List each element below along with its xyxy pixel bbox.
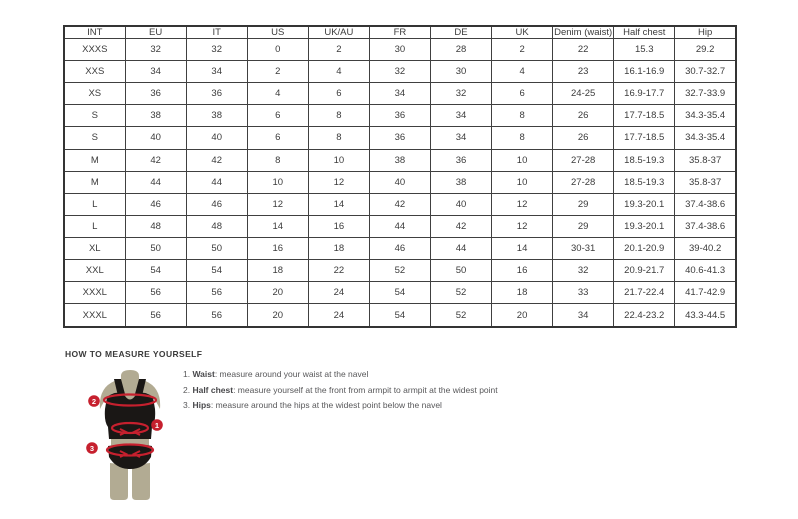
table-cell: 38 [430,171,491,193]
table-cell: 29 [553,193,614,215]
column-header: Denim (waist) [554,27,613,38]
table-cell: 21.7-22.4 [614,282,675,304]
table-cell: XXXL [64,304,125,327]
table-cell: 30 [430,61,491,83]
table-cell: 32.7-33.9 [675,83,736,105]
table-cell: 18.5-19.3 [614,149,675,171]
table-cell: 37.4-38.6 [675,193,736,215]
table-cell: 18 [247,260,308,282]
table-cell: 23 [553,61,614,83]
table-cell: 24 [308,304,369,327]
table-cell: 52 [430,282,491,304]
table-cell: 15.3 [614,39,675,61]
table-cell: 54 [369,282,430,304]
table-cell: 18 [492,282,553,304]
table-cell: 8 [308,127,369,149]
table-row [64,83,736,105]
table-cell: 35.8-37 [675,149,736,171]
table-cell: 32 [186,39,247,61]
table-cell: 41.7-42.9 [675,282,736,304]
table-cell: 20.1-20.9 [614,237,675,259]
table-cell: 14 [247,215,308,237]
table-cell: 44 [186,171,247,193]
measurement-figure [73,369,193,505]
table-cell: 6 [492,83,553,105]
table-cell: 48 [186,215,247,237]
table-cell: 26 [553,105,614,127]
table-row [64,39,736,61]
measure-section-heading: HOW TO MEASURE YOURSELF [65,349,203,359]
table-cell: 30-31 [553,237,614,259]
table-cell: 50 [186,237,247,259]
waist-badge-number: 1 [154,420,160,430]
table-cell: 40 [369,171,430,193]
table-cell: 36 [369,105,430,127]
table-cell: 34 [553,304,614,327]
table-row [64,127,736,149]
column-header: DE [430,26,491,39]
column-header: IT [186,26,247,39]
table-cell: 56 [125,282,186,304]
table-cell: XXS [64,61,125,83]
table-cell: 42 [369,193,430,215]
table-cell: 34.3-35.4 [675,127,736,149]
table-cell: 2 [308,39,369,61]
table-cell: 16.9-17.7 [614,83,675,105]
table-cell: L [64,215,125,237]
table-cell: 46 [186,193,247,215]
table-row [64,171,736,193]
table-cell: 40.6-41.3 [675,260,736,282]
table-cell: 26 [553,127,614,149]
table-cell: 28 [430,39,491,61]
table-cell: 22 [308,260,369,282]
table-cell: 22 [553,39,614,61]
table-cell: 32 [125,39,186,61]
table-cell: M [64,149,125,171]
table-cell: 16.1-16.9 [614,61,675,83]
table-cell: 10 [492,149,553,171]
table-cell: XXL [64,260,125,282]
table-cell: 56 [186,282,247,304]
table-row [64,149,736,171]
table-cell: 10 [492,171,553,193]
table-cell: 24-25 [553,83,614,105]
table-cell: 34.3-35.4 [675,105,736,127]
table-row [64,215,736,237]
table-cell: XS [64,83,125,105]
table-cell: 32 [430,83,491,105]
table-cell: 39-40.2 [675,237,736,259]
table-cell: 19.3-20.1 [614,193,675,215]
table-cell: 2 [492,39,553,61]
table-cell: 8 [247,149,308,171]
body-measurement-illustration [73,369,193,505]
size-table-body [64,39,736,328]
size-table-head [64,26,736,39]
table-cell: 50 [125,237,186,259]
table-cell: 30 [369,39,430,61]
table-cell: 24 [308,282,369,304]
chest-badge-number: 2 [91,396,97,406]
table-cell: 40 [125,127,186,149]
table-cell: 42 [430,215,491,237]
table-cell: 10 [308,149,369,171]
table-cell: 29.2 [675,39,736,61]
table-cell: 20 [492,304,553,327]
table-cell: 17.7-18.5 [614,127,675,149]
table-cell: 0 [247,39,308,61]
column-header: EU [125,26,186,39]
table-row [64,304,736,327]
table-cell: 14 [492,237,553,259]
size-conversion-table [63,25,737,328]
table-cell: 50 [430,260,491,282]
column-header: INT [64,26,125,39]
table-cell: 38 [125,105,186,127]
table-cell: 20.9-21.7 [614,260,675,282]
column-header: FR [369,26,430,39]
table-cell: 19.3-20.1 [614,215,675,237]
table-cell: 40 [186,127,247,149]
table-cell: 34 [186,61,247,83]
table-row [64,282,736,304]
table-cell: 40 [430,193,491,215]
table-cell: 20 [247,282,308,304]
table-row [64,237,736,259]
table-cell: 34 [369,83,430,105]
table-cell: 6 [247,127,308,149]
table-cell: 33 [553,282,614,304]
table-cell: 54 [369,304,430,327]
table-cell: 38 [369,149,430,171]
table-cell: 52 [369,260,430,282]
table-cell: L [64,193,125,215]
table-cell: 48 [125,215,186,237]
table-cell: 16 [492,260,553,282]
table-cell: 34 [430,127,491,149]
table-cell: 4 [247,83,308,105]
table-cell: 44 [430,237,491,259]
table-cell: 34 [430,105,491,127]
table-cell: 8 [492,127,553,149]
measure-instruction: 1. Waist: measure around your waist at the navel [183,369,369,379]
hips-badge-number: 3 [89,443,95,453]
table-cell: 36 [186,83,247,105]
table-cell: 38 [186,105,247,127]
column-header: Hip [675,26,736,39]
table-cell: 36 [369,127,430,149]
table-cell: 8 [492,105,553,127]
table-cell: M [64,171,125,193]
table-cell: 6 [308,83,369,105]
table-row [64,260,736,282]
measure-instruction: 3. Hips: measure around the hips at the widest point below the navel [183,400,442,410]
table-cell: 42 [125,149,186,171]
column-header: UK [492,26,553,39]
table-cell: 56 [186,304,247,327]
table-cell: 46 [125,193,186,215]
table-cell: 43.3-44.5 [675,304,736,327]
table-cell: 17.7-18.5 [614,105,675,127]
table-cell: 54 [125,260,186,282]
table-cell: 16 [308,215,369,237]
table-cell: 35.8-37 [675,171,736,193]
header-row [64,26,736,39]
table-cell: 18 [308,237,369,259]
table-cell: 20 [247,304,308,327]
table-cell: 2 [247,61,308,83]
table-cell: 36 [430,149,491,171]
table-cell: 8 [308,105,369,127]
table-cell: 32 [553,260,614,282]
table-cell: 34 [125,61,186,83]
table-cell: 18.5-19.3 [614,171,675,193]
table-cell: 30.7-32.7 [675,61,736,83]
table-cell: 12 [492,193,553,215]
table-cell: 37.4-38.6 [675,215,736,237]
table-cell: 22.4-23.2 [614,304,675,327]
table-cell: 12 [308,171,369,193]
table-cell: 36 [125,83,186,105]
table-cell: 16 [247,237,308,259]
table-cell: 29 [553,215,614,237]
table-cell: XXXS [64,39,125,61]
table-cell: XL [64,237,125,259]
table-row [64,61,736,83]
column-header: Half chest [614,26,675,39]
table-cell: 46 [369,237,430,259]
table-cell: 44 [125,171,186,193]
table-cell: 12 [247,193,308,215]
table-cell: 42 [186,149,247,171]
table-cell: 6 [247,105,308,127]
table-cell: S [64,105,125,127]
table-cell: 52 [430,304,491,327]
table-cell: S [64,127,125,149]
measure-instructions-list [183,369,498,416]
table-cell: 4 [308,61,369,83]
table-cell: 32 [369,61,430,83]
measure-instruction: 2. Half chest: measure yourself at the front from armpit to armpit at the widest point [183,384,498,395]
table-row [64,193,736,215]
table-cell: 44 [369,215,430,237]
table-cell: 4 [492,61,553,83]
table-cell: 10 [247,171,308,193]
table-cell: 27-28 [553,171,614,193]
table-cell: 27-28 [553,149,614,171]
table-cell: 54 [186,260,247,282]
table-cell: 14 [308,193,369,215]
column-header: UK/AU [308,26,369,39]
table-cell: 56 [125,304,186,327]
table-row [64,105,736,127]
table-cell: XXXL [64,282,125,304]
table-cell: 12 [492,215,553,237]
column-header: US [247,26,308,39]
